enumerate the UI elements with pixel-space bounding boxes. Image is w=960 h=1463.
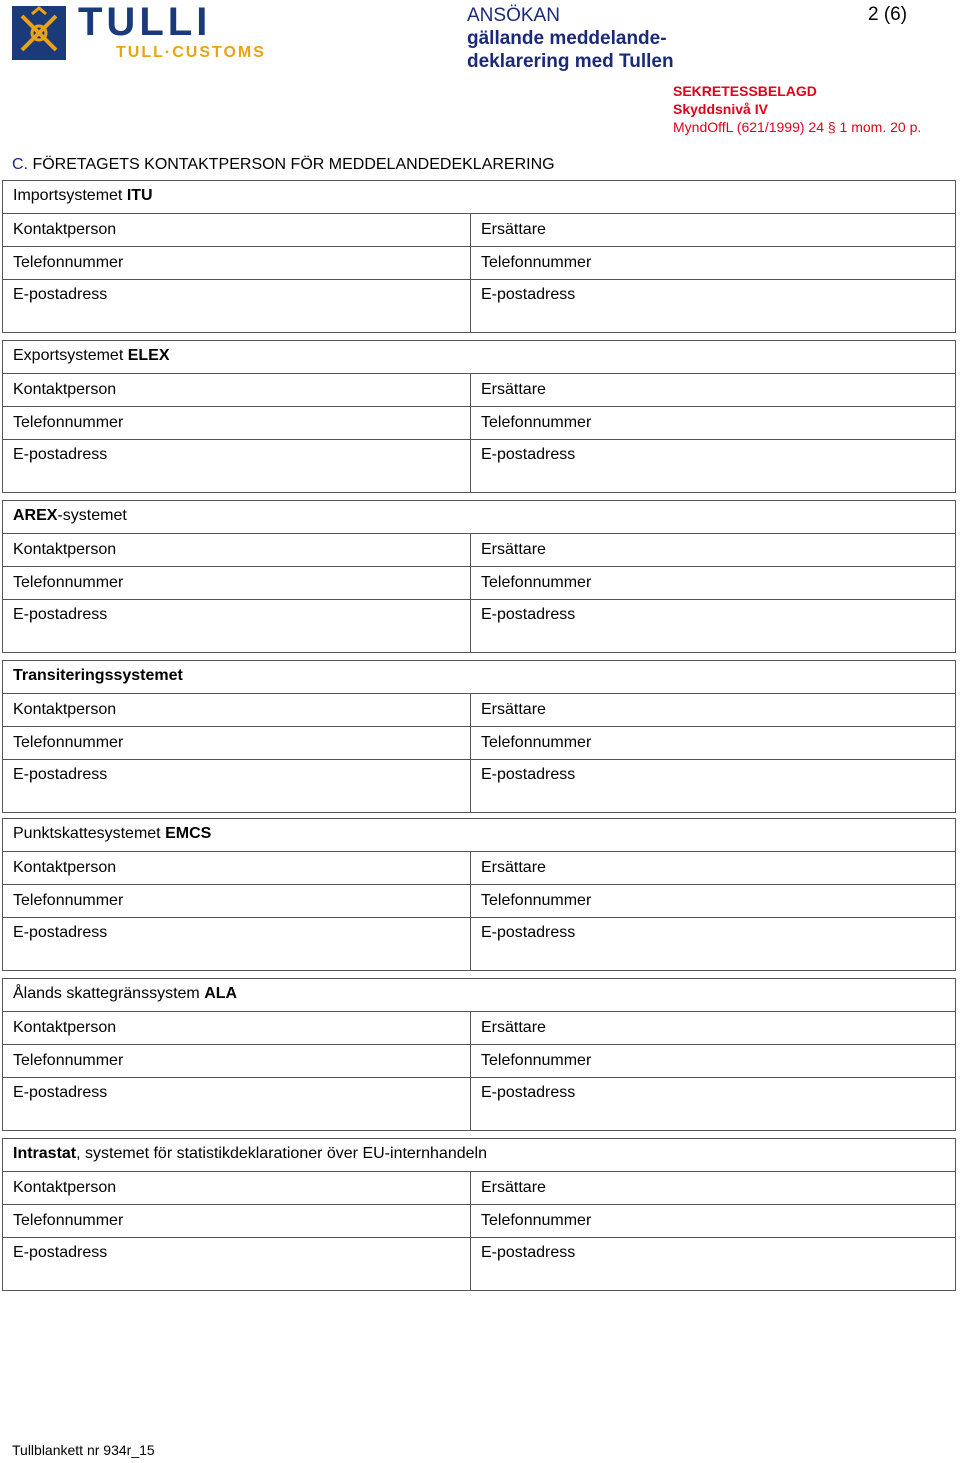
row-divider: [3, 599, 955, 600]
row-divider: [3, 1204, 955, 1205]
substitute-email-field[interactable]: E-postadress: [481, 1244, 576, 1261]
system-title: [3, 181, 955, 214]
contact-grid: [3, 694, 955, 812]
contact-block: [2, 818, 956, 971]
document-title: [467, 4, 727, 73]
row-divider: [3, 1077, 955, 1078]
system-title: [3, 341, 955, 374]
row-divider: [3, 917, 955, 918]
contact-person-field[interactable]: Kontaktperson: [13, 221, 117, 238]
contact-phone-field[interactable]: Telefonnummer: [13, 414, 124, 431]
substitute-phone-field[interactable]: Telefonnummer: [481, 574, 592, 591]
contact-grid: [3, 1012, 955, 1130]
contact-block: [2, 1138, 956, 1291]
substitute-field[interactable]: Ersättare: [481, 1019, 546, 1036]
contact-grid: [3, 1172, 955, 1290]
system-title-suffix: -systemet: [57, 507, 127, 524]
document-title-line2: gällande meddelande-deklarering med Tullen: [467, 28, 674, 72]
contact-person-field[interactable]: Kontaktperson: [13, 701, 117, 718]
substitute-phone-field[interactable]: Telefonnummer: [481, 1212, 592, 1229]
contact-phone-field[interactable]: Telefonnummer: [13, 254, 124, 271]
contact-phone-field[interactable]: Telefonnummer: [13, 1212, 124, 1229]
contact-phone-field[interactable]: Telefonnummer: [13, 1052, 124, 1069]
system-title-name: ITU: [126, 187, 153, 204]
substitute-field[interactable]: Ersättare: [481, 859, 546, 876]
contact-block: [2, 978, 956, 1131]
document-title-line1: ANSÖKAN: [467, 5, 560, 26]
system-title: [3, 979, 955, 1012]
classification-line1: SEKRETESSBELAGD: [673, 83, 817, 99]
substitute-phone-field[interactable]: Telefonnummer: [481, 892, 592, 909]
row-divider: [3, 1237, 955, 1238]
contact-person-field[interactable]: Kontaktperson: [13, 541, 117, 558]
system-title: [3, 501, 955, 534]
substitute-phone-field[interactable]: Telefonnummer: [481, 734, 592, 751]
classification-stamp: [673, 82, 921, 136]
row-divider: [3, 1044, 955, 1045]
substitute-phone-field[interactable]: Telefonnummer: [481, 254, 592, 271]
customs-logo: [12, 0, 302, 66]
row-divider: [3, 759, 955, 760]
column-divider: [470, 852, 471, 970]
contact-phone-field[interactable]: Telefonnummer: [13, 734, 124, 751]
row-divider: [3, 246, 955, 247]
contact-email-field[interactable]: E-postadress: [13, 1244, 108, 1261]
classification-line3: MyndOffL (621/1999) 24 § 1 mom. 20 p.: [673, 119, 922, 135]
form-number: Tullblankett nr 934r_15: [12, 1442, 155, 1458]
contact-email-field[interactable]: E-postadress: [13, 924, 108, 941]
substitute-email-field[interactable]: E-postadress: [481, 446, 576, 463]
contact-grid: [3, 214, 955, 332]
substitute-phone-field[interactable]: Telefonnummer: [481, 1052, 592, 1069]
contact-block: [2, 660, 956, 813]
system-title-prefix: Punktskattesystemet: [13, 825, 166, 842]
system-title-prefix: Ålands skattegränssystem: [13, 985, 205, 1002]
system-title-name: EMCS: [165, 825, 212, 842]
contact-grid: [3, 534, 955, 652]
system-title-name: ELEX: [127, 347, 170, 364]
substitute-email-field[interactable]: E-postadress: [481, 286, 576, 303]
column-divider: [470, 1012, 471, 1130]
row-divider: [3, 884, 955, 885]
system-title-name: Intrastat: [13, 1145, 77, 1162]
row-divider: [3, 406, 955, 407]
system-title: [3, 819, 955, 852]
row-divider: [3, 726, 955, 727]
system-title-suffix: , systemet för statistikdeklarationer över EU-internhandeln: [76, 1145, 487, 1162]
contact-person-field[interactable]: Kontaktperson: [13, 381, 117, 398]
contact-grid: [3, 374, 955, 492]
system-title-name: AREX: [13, 507, 58, 524]
contact-block: [2, 180, 956, 333]
contact-email-field[interactable]: E-postadress: [13, 606, 108, 623]
contact-person-field[interactable]: Kontaktperson: [13, 1019, 117, 1036]
logo-wordmark: TULLI: [78, 0, 212, 44]
logo-subtitle: TULL·CUSTOMS: [116, 44, 266, 61]
row-divider: [3, 439, 955, 440]
substitute-email-field[interactable]: E-postadress: [481, 766, 576, 783]
contact-block: [2, 340, 956, 493]
section-title: FÖRETAGETS KONTAKTPERSON FÖR MEDDELANDEDEKLARERING: [32, 156, 555, 173]
page-number: 2 (6): [868, 4, 908, 25]
column-divider: [470, 694, 471, 812]
column-divider: [470, 374, 471, 492]
contact-email-field[interactable]: E-postadress: [13, 766, 108, 783]
section-heading: [12, 156, 555, 174]
system-title-prefix: Importsystemet: [13, 187, 127, 204]
contact-email-field[interactable]: E-postadress: [13, 446, 108, 463]
substitute-email-field[interactable]: E-postadress: [481, 924, 576, 941]
system-title: [3, 661, 955, 694]
contact-phone-field[interactable]: Telefonnummer: [13, 892, 124, 909]
system-title-name: ALA: [204, 985, 238, 1002]
row-divider: [3, 566, 955, 567]
substitute-email-field[interactable]: E-postadress: [481, 1084, 576, 1101]
contact-block: [2, 500, 956, 653]
contact-person-field[interactable]: Kontaktperson: [13, 859, 117, 876]
substitute-phone-field[interactable]: Telefonnummer: [481, 414, 592, 431]
contact-grid: [3, 852, 955, 970]
column-divider: [470, 534, 471, 652]
customs-emblem-icon: [12, 6, 66, 60]
substitute-field[interactable]: Ersättare: [481, 1179, 546, 1196]
row-divider: [3, 279, 955, 280]
system-title-prefix: Exportsystemet: [13, 347, 128, 364]
system-title: [3, 1139, 955, 1172]
substitute-field[interactable]: Ersättare: [481, 221, 546, 238]
substitute-field[interactable]: Ersättare: [481, 701, 546, 718]
system-title-name: Transiteringssystemet: [13, 667, 183, 684]
classification-line2: Skyddsnivå IV: [673, 101, 768, 117]
column-divider: [470, 214, 471, 332]
contact-email-field[interactable]: E-postadress: [13, 286, 108, 303]
contact-person-field[interactable]: Kontaktperson: [13, 1179, 117, 1196]
substitute-field[interactable]: Ersättare: [481, 541, 546, 558]
section-prefix: C.: [12, 156, 28, 173]
substitute-field[interactable]: Ersättare: [481, 381, 546, 398]
column-divider: [470, 1172, 471, 1290]
contact-email-field[interactable]: E-postadress: [13, 1084, 108, 1101]
substitute-email-field[interactable]: E-postadress: [481, 606, 576, 623]
contact-phone-field[interactable]: Telefonnummer: [13, 574, 124, 591]
